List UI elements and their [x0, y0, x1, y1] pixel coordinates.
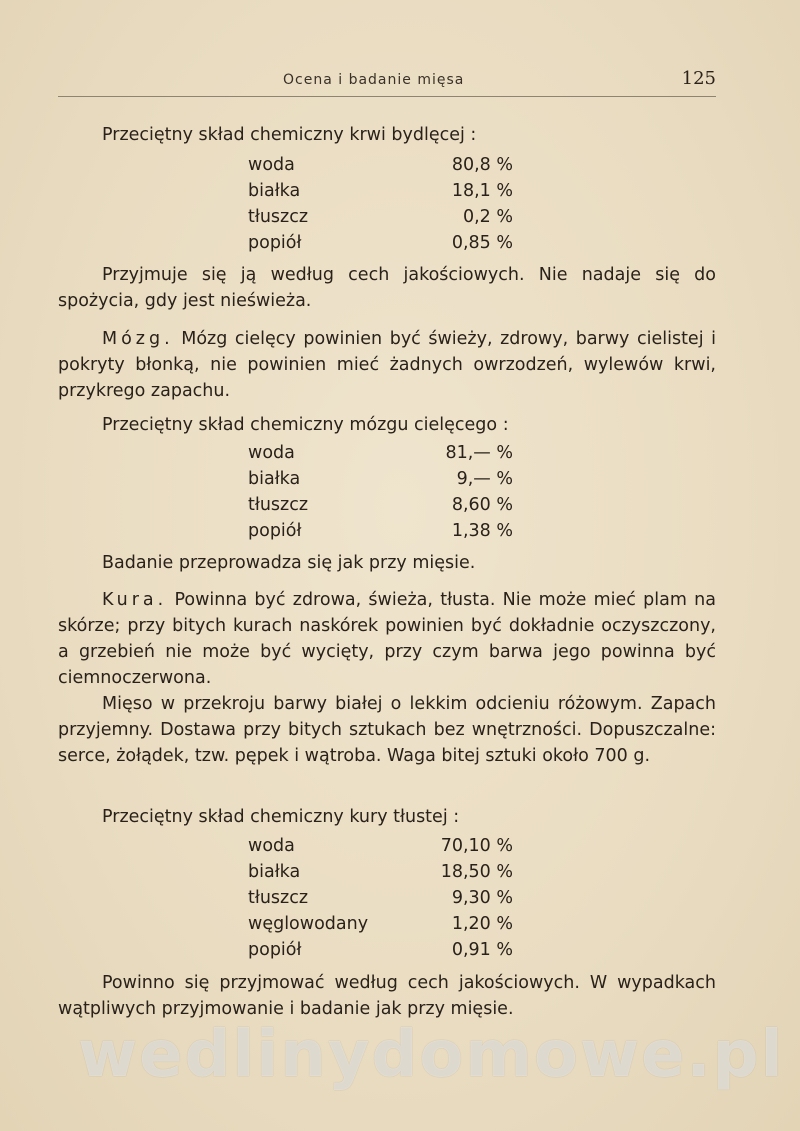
- component-label: białka: [248, 469, 301, 489]
- brain-block: [58, 326, 716, 404]
- hen-heading: Kura.: [102, 590, 168, 610]
- hen-block: [58, 587, 716, 769]
- component-label: tłuszcz: [248, 495, 309, 515]
- component-value: 0,2 %: [462, 207, 513, 227]
- blood-intro-block: [58, 122, 716, 148]
- composition-row: [248, 155, 513, 181]
- component-label: białka: [248, 181, 301, 201]
- hen-text: Powinna być zdrowa, świeża, tłusta. Nie może mieć plam na skórze; przy bitych kurach naskórek powinien być dokładnie oczyszczony, a grzebień nie może być wycięty, przy czym barwa jego powinna być ciemnoczerwona.: [58, 590, 716, 688]
- component-label: tłuszcz: [248, 207, 309, 227]
- brain-composition-table: [248, 443, 513, 547]
- component-label: woda: [248, 155, 295, 175]
- component-label: popiół: [248, 940, 302, 960]
- component-label: białka: [248, 862, 301, 882]
- hen-intro-block: [58, 804, 716, 830]
- running-title: Ocena i badanie mięsa: [283, 72, 465, 88]
- component-label: węglowodany: [248, 914, 369, 934]
- blood-after-paragraph: Przyjmuje się ją według cech jakościowych. Nie nadaje się do spożycia, gdy jest nieświeża.: [58, 265, 716, 311]
- hen-after-block: [58, 970, 716, 1022]
- composition-row: [248, 443, 513, 469]
- composition-row: [248, 207, 513, 233]
- blood-intro: Przeciętny skład chemiczny krwi bydlęcej :: [102, 125, 477, 145]
- component-value: 1,20 %: [451, 914, 513, 934]
- composition-row: [248, 233, 513, 259]
- component-value: 9,30 %: [451, 888, 513, 908]
- hen-composition-table: [248, 836, 513, 966]
- component-label: tłuszcz: [248, 888, 309, 908]
- hen-meat-paragraph: Mięso w przekroju barwy białej o lekkim odcieniu różowym. Zapach przyjemny. Dostawa przy bitych sztukach bez wnętrzności. Dopuszczalne: serce, żołądek, tzw. pępek i wątroba. Waga bitej sztuki około 700 g.: [58, 694, 716, 766]
- component-value: 9,— %: [456, 469, 513, 489]
- component-value: 70,10 %: [440, 836, 513, 856]
- brain-after-paragraph: Badanie przeprowadza się jak przy mięsie.: [102, 553, 476, 573]
- brain-intro: Przeciętny skład chemiczny mózgu cielęcego :: [102, 415, 509, 435]
- composition-row: [248, 914, 513, 940]
- composition-row: [248, 836, 513, 862]
- page-number: 125: [681, 68, 716, 89]
- brain-heading: Mózg.: [102, 329, 174, 349]
- composition-row: [248, 940, 513, 966]
- composition-row: [248, 181, 513, 207]
- brain-paragraph: [58, 326, 716, 404]
- component-label: popiół: [248, 521, 302, 541]
- component-label: woda: [248, 443, 295, 463]
- composition-row: [248, 888, 513, 914]
- component-value: 18,1 %: [451, 181, 513, 201]
- brain-intro-block: [58, 412, 716, 438]
- component-value: 1,38 %: [451, 521, 513, 541]
- composition-row: [248, 862, 513, 888]
- composition-row: [248, 521, 513, 547]
- blood-composition-table: [248, 155, 513, 259]
- page-header: [58, 70, 716, 97]
- component-label: woda: [248, 836, 295, 856]
- component-value: 81,— %: [445, 443, 513, 463]
- brain-text: Mózg cielęcy powinien być świeży, zdrowy, barwy cielistej i pokryty błonką, nie powinien mieć żadnych owrzodzeń, wylewów krwi, przykrego zapachu.: [58, 329, 716, 401]
- component-label: popiół: [248, 233, 302, 253]
- component-value: 18,50 %: [440, 862, 513, 882]
- hen-after-paragraph: Powinno się przyjmować według cech jakościowych. W wypadkach wątpliwych przyjmowanie i badanie jak przy mięsie.: [58, 973, 716, 1019]
- blood-after-block: [58, 262, 716, 314]
- watermark-logo: wedlinydomowe.pl: [78, 1018, 785, 1092]
- composition-row: [248, 495, 513, 521]
- component-value: 8,60 %: [451, 495, 513, 515]
- hen-paragraph: [58, 587, 716, 691]
- component-value: 0,91 %: [451, 940, 513, 960]
- component-value: 0,85 %: [451, 233, 513, 253]
- hen-intro: Przeciętny skład chemiczny kury tłustej :: [102, 807, 460, 827]
- brain-after-block: [58, 550, 716, 576]
- composition-row: [248, 469, 513, 495]
- component-value: 80,8 %: [451, 155, 513, 175]
